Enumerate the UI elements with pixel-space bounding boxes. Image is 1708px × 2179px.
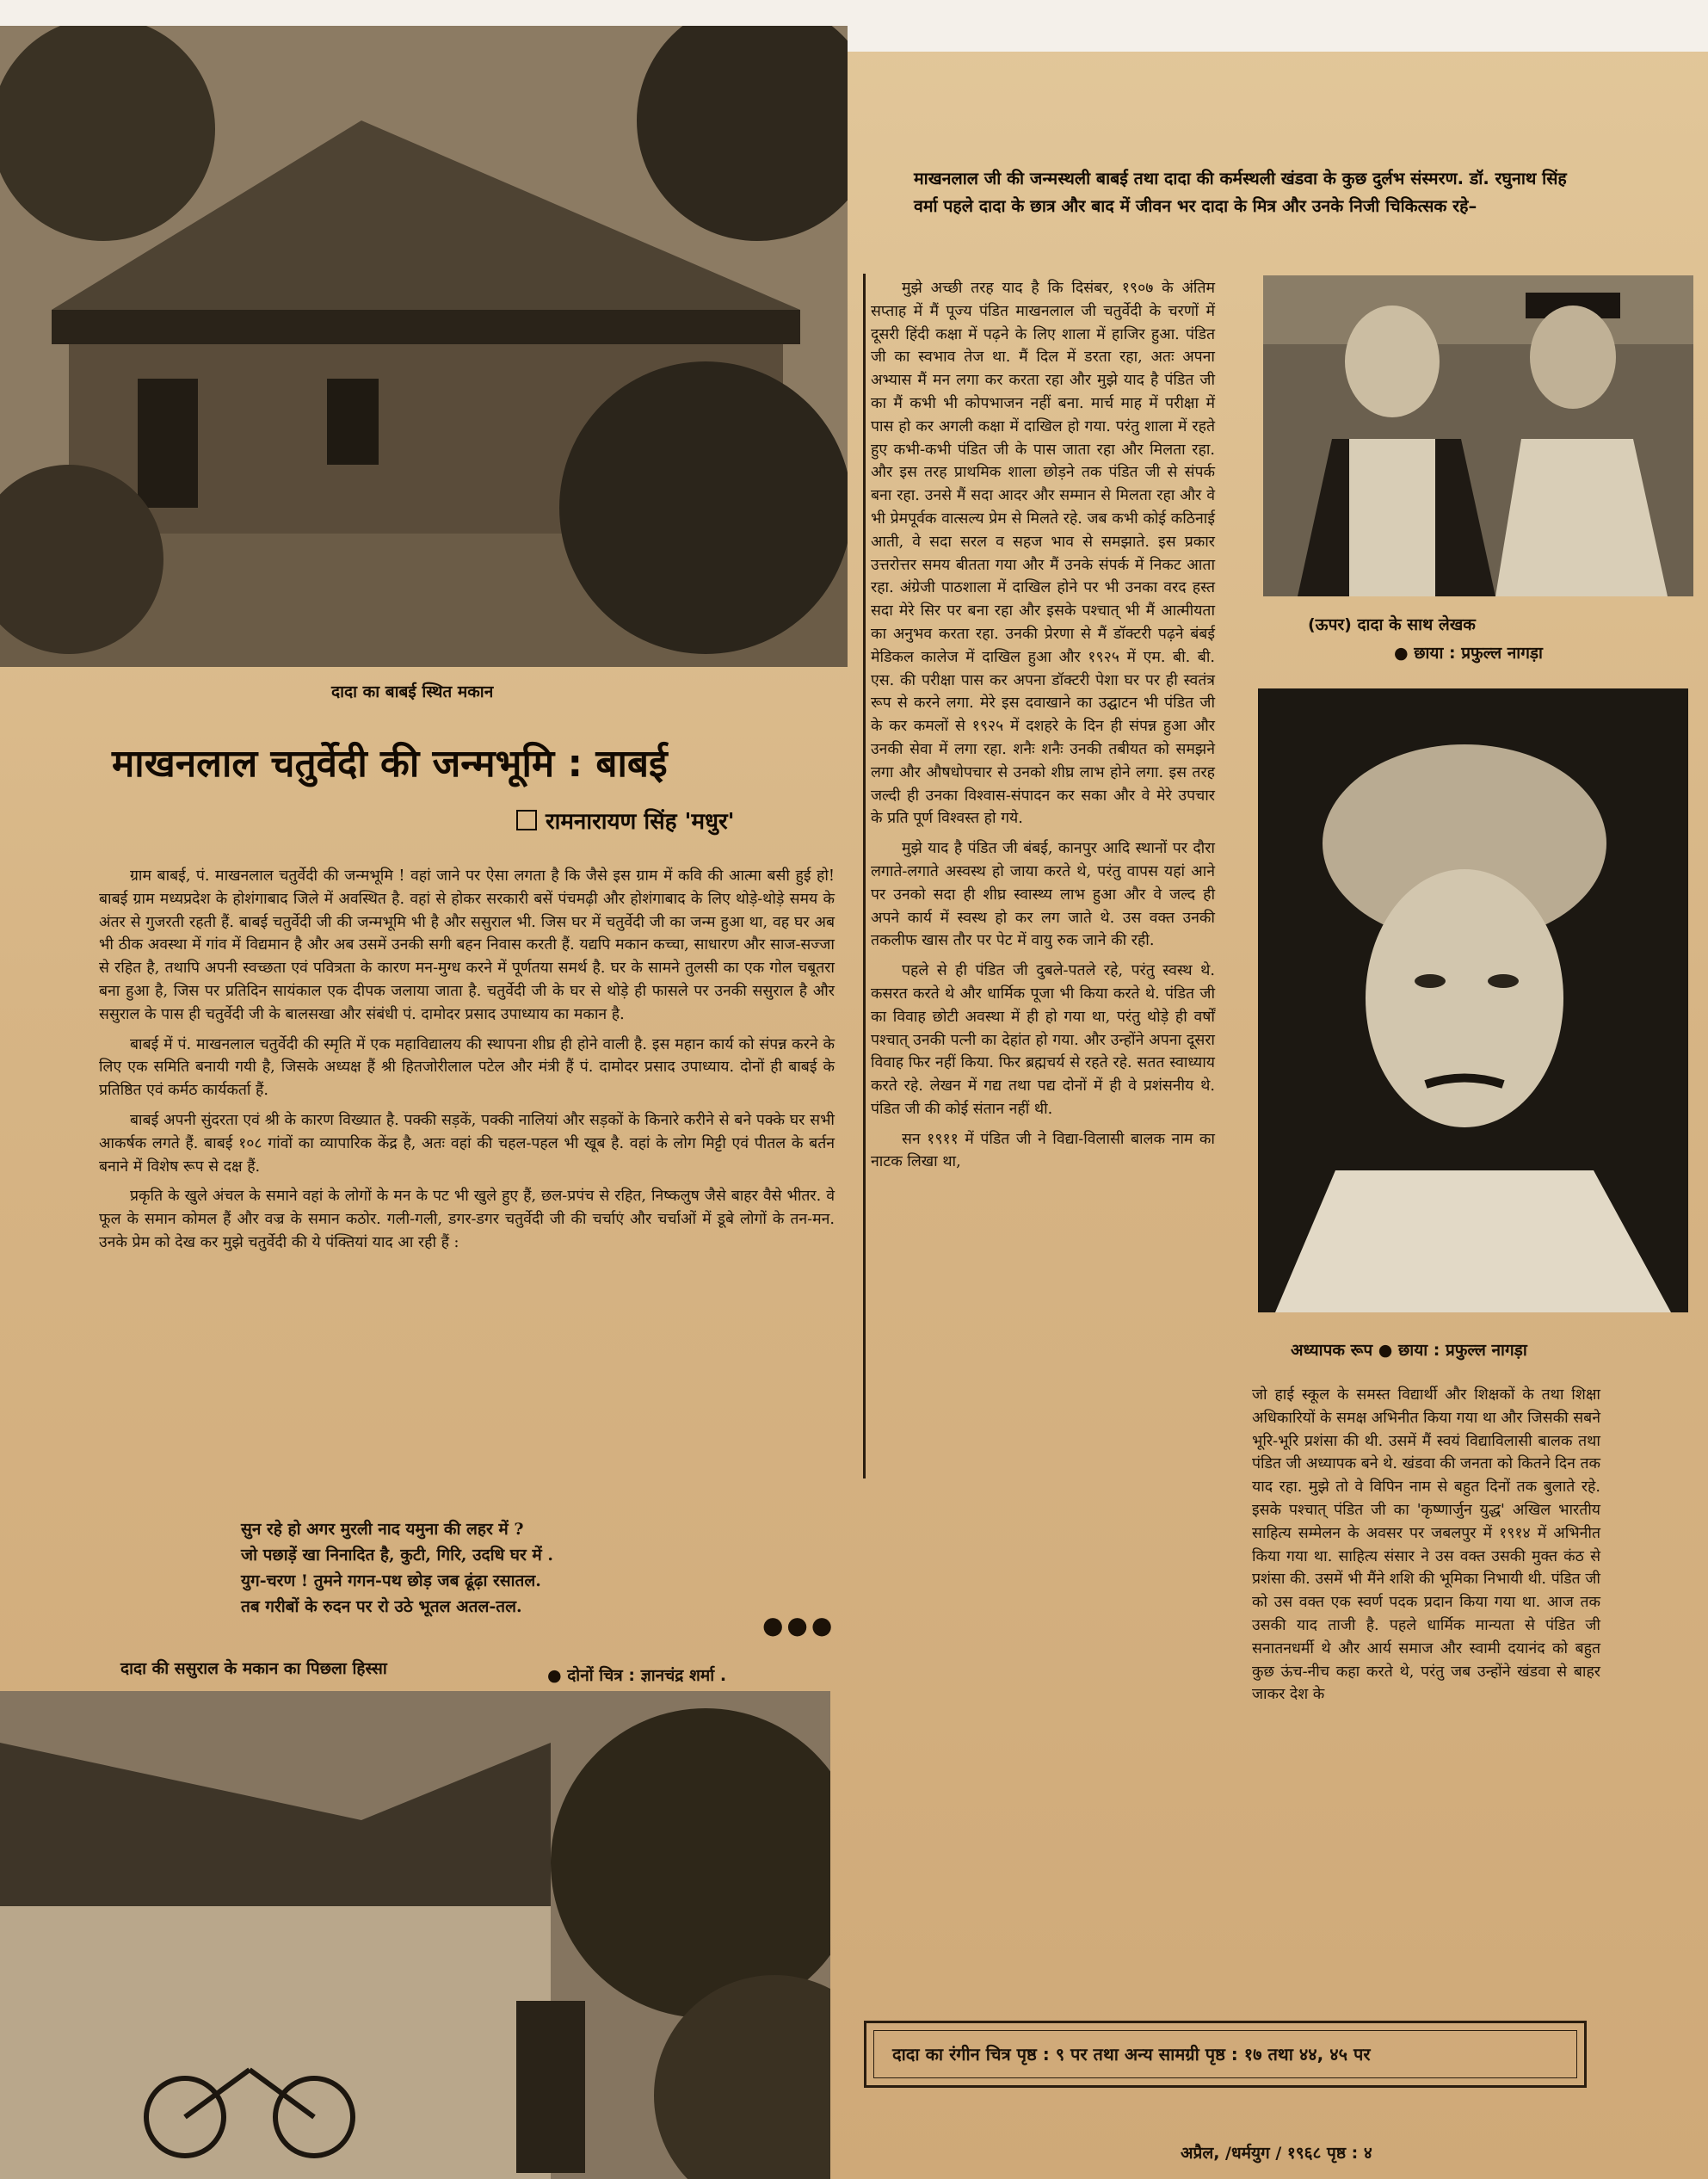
inlaws-house-illustration [0, 1691, 830, 2179]
memoir-paragraph: मुझे याद है पंडित जी बंबई, कानपुर आदि स्थानों पर दौरा लगाते-लगाते अस्वस्थ हो जाया करते थे, परंतु वापस यहां आने पर उनको सदा ही शीघ्र स्वास्थ्य लाभ हुआ और वे जल्द ही अपने कार्य में स्वस्थ हो कर लग जाते थे. उस वक्त उनकी तकलीफ खास तौर पर पेट में वायु रुक जाने की रही. [871, 840, 1215, 950]
memoir-paragraph: पहले से ही पंडित जी दुबले-पतले रहे, परंतु स्वस्थ थे. कसरत करते थे और धार्मिक पूजा भी किया करते थे. पंडित जी का विवाह छोटी अवस्था में ही हो गया था, परंतु थोड़े ही वर्षों पश्चात् उनकी पत्नी का देहांत हो गया. और उन्होंने अपना दूसरा विवाह फिर नहीं किया. फिर ब्रह्मचर्य से रहते रहे. सतत स्वाध्याय करते रहे. लेखन में गद्य तथा पद्य दोनों में ही वे प्रशंसनीय थे. पंडित जी की कोई संतान नहीं थी. [871, 962, 1215, 1118]
house-photo [0, 26, 848, 667]
inlaws-photo-credit: ● दोनों चित्र : ज्ञानचंद्र शर्मा . [547, 1666, 727, 1685]
article-paragraph: ग्राम बाबई, पं. माखनलाल चतुर्वेदी की जन्मभूमि ! वहां जाने पर ऐसा लगता है कि जैसे इस ग्राम में कवि की आत्मा बसी हुई हो! बाबई ग्राम मध्यप्रदेश के होशंगाबाद जिले में अवस्थित है. वहां से होकर सरकारी बसें पंचमढ़ी और होशंगाबाद के लिए थोड़े-थोड़े समय के अंतर से गुजरती रहती हैं. बाबई चतुर्वेदी जी की जन्मभूमि भी है और ससुराल भी. जिस घर में चतुर्वेदी जी का जन्म हुआ था, वह घर अब भी ठीक अवस्था में गांव में विद्यमान है और अब उसमें उनकी सगी बहन निवास करती हैं. यद्यपि मकान कच्चा, साधारण और साज-सज्जा से रहित है, तथापि अपनी स्वच्छता एवं पवित्रता के कारण मन-मुग्ध करने में पूर्णतया समर्थ है. घर के सामने तुलसी का एक गोल चबूतरा बना हुआ है, जिस पर प्रतिदिन सायंकाल एक दीपक जलाया जाता है. चतुर्वेदी जी के घर से थोड़े ही फासले पर उनकी ससुराल है और ससुराल के पास ही चतुर्वेदी जी के बालसखा और संबंधी पं. दामोदर प्रसाद उपाध्याय का मकान है. [99, 867, 835, 1023]
poem-line: सुन रहे हो अगर मुरली नाद यमुना की लहर में ? [241, 1520, 524, 1539]
turbaned-portrait-illustration [1258, 688, 1688, 1312]
inlaws-house-photo [0, 1691, 830, 2179]
dada-author-photo-credit: ● छाया : प्रफुल्ल नागड़ा [1394, 644, 1543, 663]
house-illustration [0, 26, 848, 667]
poem-line: तब गरीबों के रुदन पर रो उठे भूतल अतल-तल. [241, 1597, 522, 1616]
memoir-paragraph: मुझे अच्छी तरह याद है कि दिसंबर, १९०७ के अंतिम सप्ताह में मैं पूज्य पंडित माखनलाल जी चतुर्वेदी के चरणों में दूसरी हिंदी कक्षा में पढ़ने के लिए शाला में हाजिर हुआ. पंडित जी का स्वभाव तेज था. मैं दिल में डरता रहा, अतः अपना अभ्यास मैं मन लगा कर करता रहा और मुझे याद है पंडित जी का मैं कभी भी कोपभाजन नहीं बना. मार्च माह में परीक्षा में पास हो कर अगली कक्षा में दाखिल हो गया. परंतु शाला में रहते हुए कभी-कभी पंडित जी के पास जाता रहा और मिलता रहा. और इस तरह प्राथमिक शाला छोड़ने तक पंडित जी से संपर्क बना रहा. उनसे मैं सदा आदर और सम्मान से मिलता रहा और वे भी प्रेमपूर्वक वात्सल्य प्रेम से मिलते रहे. जब कभी कोई कठिनाई आती, वे सदा सरल व सहज भाव से समझाते. इस प्रकार उत्तरोत्तर समय बीतता गया और मैं उनके संपर्क में निकट आता रहा. अंग्रेजी पाठशाला में दाखिल होने पर भी उनका वरद हस्त सदा मेरे सिर पर बना रहा और इसके पश्चात् भी मैं आत्मीयता का अनुभव करता रहा. उनकी प्रेरणा से मैं डॉक्टरी पढ़ने बंबई मेडिकल कालेज में दाखिल हुआ और १९२५ में एम. बी. बी. एस. की परीक्षा पास कर अपना डॉक्टरी पेशा घर पर ही स्वतंत्र रूप से करने लगा. मेरे इस दवाखाने का उद्घाटन भी पंडित जी के कर कमलों से १९२५ में दशहरे के दिन ही संपन्न हुआ और उनकी सेवा में लगा रहा. शनैः शनैः उनकी तबीयत को समझने लगा और औषधोपचार से उनको शीघ्र लाभ होने लगा. इस तरह जल्दी ही उनका विश्वास-संपादन कर सका और वे मेरे उपचार के प्रति पूर्ण विश्वस्त हो गये. [871, 280, 1215, 828]
poem-quote [241, 1516, 553, 1620]
memoir-body-continued [1252, 1384, 1600, 1713]
two-men-illustration [1263, 275, 1693, 596]
page-footer: अप्रैल, /धर्मयुग / १९६८ पृष्ठ : ४ [1181, 2144, 1372, 2163]
memoir-body [871, 277, 1215, 1181]
poem-line: युग-चरण ! तुमने गगन-पथ छोड़ जब ढूंढ़ा रसातल. [241, 1571, 541, 1590]
article-body [99, 865, 835, 1262]
article-paragraph: बाबई में पं. माखनलाल चतुर्वेदी की स्मृति में एक महाविद्यालय की स्थापना शीघ्र ही होने वाली है. इस महान कार्य को संपन्न करने के लिए एक समिति बनायी गयी है, जिसके अध्यक्ष हैं श्री हितजोरीलाल पटेल और मंत्री हैं पं. दामोदर प्रसाद उपाध्याय. दोनों ही बाबई के प्रतिष्ठित एवं कर्मठ कार्यकर्ता हैं. [99, 1035, 835, 1100]
article-paragraph: बाबई अपनी सुंदरता एवं श्री के कारण विख्यात है. पक्की सड़कें, पक्की नालियां और सड़कों के किनारे करीने से बने पक्के घर सभी आकर्षक लगते हैं. बाबई १०८ गांवों का व्यापारिक केंद्र है, अतः वहां की चहल-पहल भी खूब है. वहां के लोग मिट्टी एवं पीतल के बर्तन बनाने में विशेष रूप से दक्ष हैं. [99, 1111, 835, 1176]
column-rule [863, 274, 866, 1478]
poem-line: जो पछाड़ें खा निनादित है, कुटी, गिरि, उदधि घर में . [241, 1546, 554, 1565]
dada-with-author-photo [1263, 275, 1693, 596]
house-photo-caption: दादा का बाबई स्थित मकान [331, 682, 494, 701]
end-mark: ●●● [762, 1611, 836, 1639]
byline-name: रामनारायण सिंह 'मधुर' [546, 809, 735, 835]
note-text: दादा का रंगीन चित्र पृष्ठ : ९ पर तथा अन्य सामग्री पृष्ठ : १७ तथा ४४, ४५ पर [892, 2044, 1371, 2065]
dada-author-caption: (ऊपर) दादा के साथ लेखक [1308, 615, 1476, 634]
inlaws-house-caption: दादा की ससुराल के मकान का पिछला हिस्सा [120, 1659, 387, 1678]
article-byline [516, 805, 735, 836]
teacher-portrait-caption: अध्यापक रूप ● छाया : प्रफुल्ल नागड़ा [1291, 1341, 1527, 1360]
memoir-intro: माखनलाल जी की जन्मस्थली बाबई तथा दादा की कर्मस्थली खंडवा के कुछ दुर्लभ संस्मरण. डॉ. रघुनाथ सिंह वर्मा पहले दादा के छात्र और बाद में जीवन भर दादा के मित्र और उनके निजी चिकित्सक रहे– [914, 169, 1567, 216]
byline-box-icon [516, 810, 537, 830]
memoir-paragraph: सन १९११ में पंडित जी ने विद्या-विलासी बालक नाम का नाटक लिखा था, [871, 1130, 1215, 1171]
related-pages-note [864, 2021, 1587, 2088]
memoir-paragraph: जो हाई स्कूल के समस्त विद्यार्थी और शिक्षकों के तथा शिक्षा अधिकारियों के समक्ष अभिनीत किया गया था और जिसकी सबने भूरि-भूरि प्रशंसा की थी. उसमें मैं स्वयं विद्याविलासी बालक तथा पंडित जी अध्यापक बने थे. खंडवा की जनता को कितने दिन तक याद रहा. मुझे तो वे विपिन नाम से बहुत दिनों तक बुलाते रहे. इसके पश्चात् पंडित जी का 'कृष्णार्जुन युद्ध' अखिल भारतीय साहित्य सम्मेलन के अवसर पर जबलपुर में १९१४ में अभिनीत किया गया था. साहित्य संसार ने उस वक्त उसकी मुक्त कंठ से प्रशंसा की. उसमें भी मैंने शशि की भूमिका निभायी थी. पंडित जी को उस वक्त एक स्वर्ण पदक प्रदान किया गया था. आज तक उसकी याद ताजी है. पहले धार्मिक मान्यता से पंडित जी सनातनधर्मी थे और आर्य समाज और स्वामी दयानंद को बहुत कुछ ऊंच-नीच कहा करते थे, परंतु जब उन्होंने खंडवा से बाहर जाकर देश के [1252, 1386, 1600, 1704]
article-paragraph: प्रकृति के खुले अंचल के समाने वहां के लोगों के मन के पट भी खुले हुए हैं, छल-प्रपंच से रहित, निष्कलुष जैसे बाहर वैसे भीतर. वे फूल के समान कोमल हैं और वज्र के समान कठोर. गली-गली, डगर-डगर चतुर्वेदी जी की चर्चाएं और चर्चाओं में डूबे लोगों के तन-मन. उनके प्रेम को देख कर मुझे चतुर्वेदी की ये पंक्तियां याद आ रही हैं : [99, 1188, 835, 1251]
teacher-portrait-photo [1258, 688, 1688, 1312]
article-title: माखनलाल चतुर्वेदी की जन्मभूमि : बाबई [112, 742, 668, 786]
